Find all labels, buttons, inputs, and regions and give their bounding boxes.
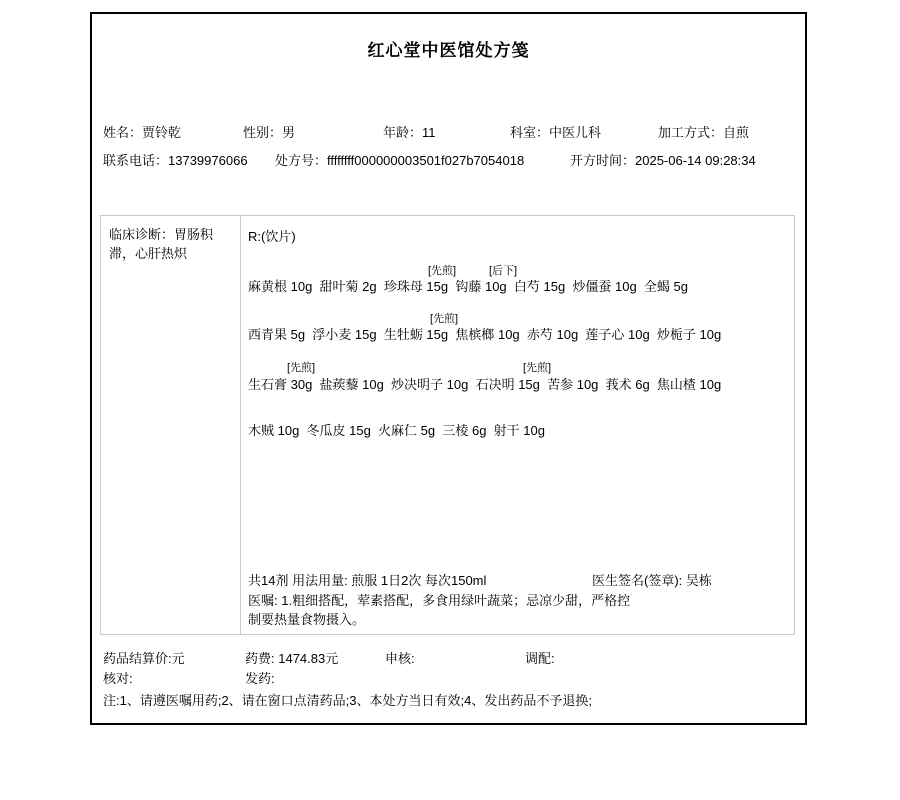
age-value: 11 — [422, 125, 436, 140]
fee-value: 1474.83元 — [278, 651, 339, 666]
field-processing — [658, 122, 749, 141]
doctor-signature-name: 吴栋 — [685, 573, 712, 588]
field-gender — [243, 122, 295, 141]
doctor-signature-label: 医生签名(签章): — [592, 573, 686, 588]
herb-line-3-annotations — [241, 359, 794, 373]
prepare-label: 调配: — [525, 651, 555, 666]
dispense-label: 发药: — [245, 671, 275, 686]
department-value: 中医儿科 — [549, 125, 602, 140]
field-department — [510, 122, 601, 141]
field-phone — [103, 150, 248, 169]
settle-price-value: 元 — [171, 651, 185, 666]
field-age — [383, 122, 436, 141]
add-later-tag: [后下] — [489, 265, 518, 277]
prescription-sheet — [90, 12, 807, 725]
issue-time-label: 开方时间： — [570, 153, 636, 168]
settle-price-label: 药品结算价: — [103, 651, 172, 666]
field-check — [103, 668, 133, 687]
herb-line-1-annotations — [241, 262, 794, 276]
herb-line-3: 生石膏 30g 盐蒺藜 10g 炒决明子 10g 石决明 15g 苦参 10g 莪术 6g 焦山楂 10g — [248, 377, 722, 392]
herb-line-1: 麻黄根 10g 甜叶菊 2g 珍珠母 15g 钩藤 10g 白芍 15g 炒僵蚕 10g 全蝎 5g — [248, 279, 688, 294]
gender-label: 性别： — [243, 125, 283, 140]
decoct-first-tag: [先煎] — [287, 362, 316, 374]
field-issue-time — [570, 150, 756, 169]
herb-line-2: 西青果 5g 浮小麦 15g 生牡蛎 15g 焦槟榔 10g 赤芍 10g 莲子心 10g 炒栀子 10g — [248, 327, 722, 342]
doctor-signature — [592, 570, 712, 589]
field-dispense — [245, 668, 275, 687]
processing-value: 自煎 — [723, 125, 750, 140]
decoct-first-tag: [先煎] — [523, 362, 552, 374]
phone-value: 13739976066 — [168, 153, 248, 168]
rx-number-label: 处方号： — [275, 153, 328, 168]
footer-note: 注:1、请遵医嘱用药;2、请在窗口点清药品;3、本处方当日有效;4、发出药品不予退换; — [103, 693, 592, 708]
field-settle-price — [103, 648, 185, 667]
review-label: 申核: — [385, 651, 415, 666]
decoct-first-tag: [先煎] — [428, 265, 457, 277]
phone-label: 联系电话： — [103, 153, 169, 168]
patient-name-label: 姓名： — [103, 125, 143, 140]
herb-line-2-annotations — [241, 310, 794, 324]
field-rx-number — [275, 150, 524, 169]
page-title: 红心堂中医馆处方笺 — [367, 41, 530, 60]
rx-content — [241, 216, 794, 634]
rx-label: R:(饮片) — [248, 229, 296, 244]
rx-number-value: ffffffff000000003501f027b7054018 — [327, 153, 525, 168]
diagnosis-cell — [101, 216, 241, 634]
diagnosis-label: 临床诊断： — [109, 227, 175, 242]
check-label: 核对: — [103, 671, 133, 686]
field-prepare — [525, 648, 555, 667]
prescription-body — [100, 215, 795, 635]
decoct-first-tag: [先煎] — [430, 313, 459, 325]
field-fee — [245, 648, 338, 667]
department-label: 科室： — [510, 125, 550, 140]
doctor-advice: 医嘱: 1.粗细搭配，荤素搭配，多食用绿叶蔬菜；忌凉少甜，严格控制要热量食物摄入。 — [248, 593, 631, 627]
issue-time-value: 2025-06-14 09:28:34 — [635, 153, 756, 168]
fee-label: 药费: — [245, 651, 279, 666]
diagnosis-value: 胃肠积滞，心肝热炽 — [109, 227, 214, 261]
herb-line-4: 木贼 10g 冬瓜皮 15g 火麻仁 5g 三棱 6g 射干 10g — [248, 423, 545, 438]
field-review — [385, 648, 415, 667]
processing-label: 加工方式： — [658, 125, 724, 140]
field-patient-name — [103, 122, 181, 141]
patient-name-value: 贾铃乾 — [142, 125, 182, 140]
age-label: 年龄： — [383, 125, 423, 140]
usage-line: 共14剂 用法用量: 煎服 1日2次 每次150ml — [248, 573, 487, 588]
gender-value: 男 — [282, 125, 296, 140]
